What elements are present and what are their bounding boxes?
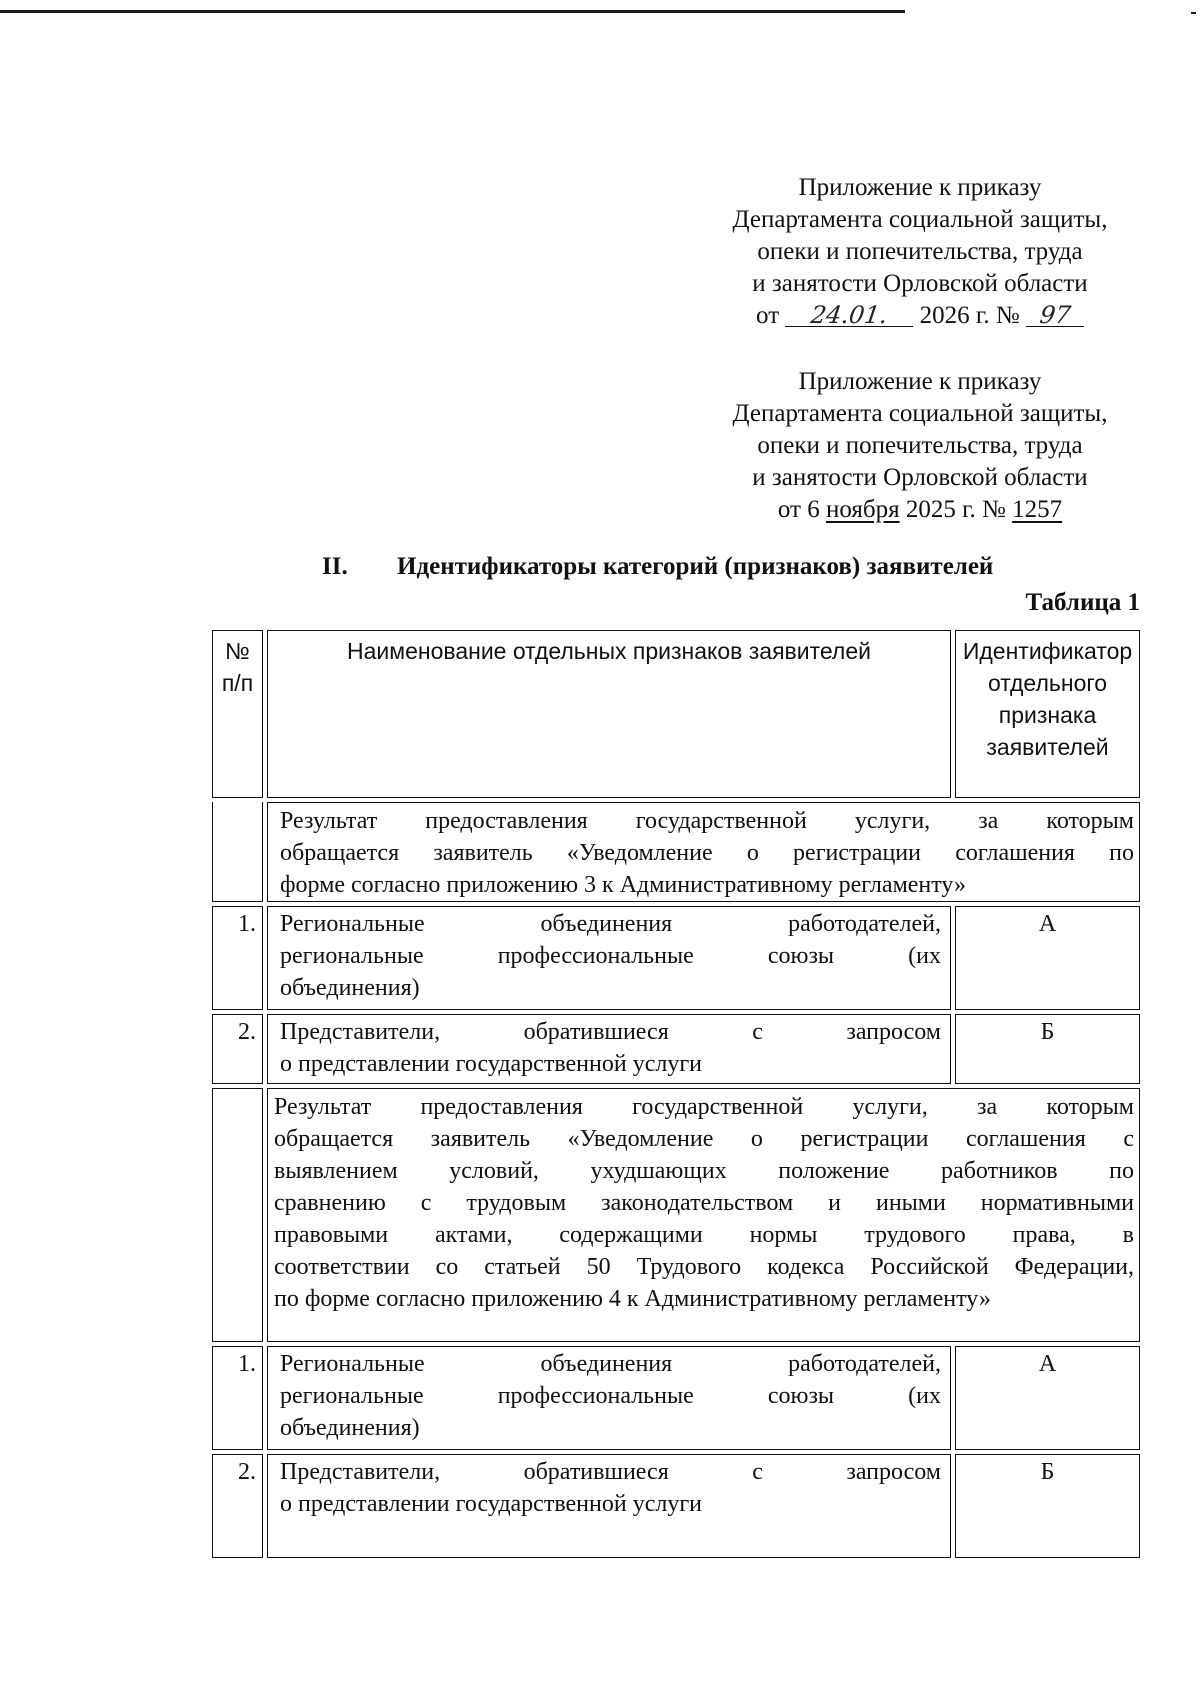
date-prefix: от xyxy=(756,302,780,329)
row-name xyxy=(280,1456,941,1520)
appendix-line: опеки и попечительства, труда xyxy=(757,238,1083,265)
row-num: 2. xyxy=(238,1459,256,1485)
result-line: выявлением условий, ухудшающих положение работников по xyxy=(274,1158,1134,1184)
appendix-previous xyxy=(700,366,1140,526)
handwritten-date-field xyxy=(785,300,913,327)
top-rule xyxy=(0,10,905,13)
table-caption: Таблица 1 xyxy=(1025,589,1140,616)
handwritten-number: 97 xyxy=(1037,301,1073,329)
row-name-line: объединения) xyxy=(280,1415,420,1441)
header-identifier-line: Идентификатор xyxy=(962,638,1133,664)
row-name-line: Представители, обратившиеся с запросом xyxy=(280,1019,941,1045)
row-name-line: о представлении государственной услуги xyxy=(280,1051,703,1077)
result-line: соответствии со статьей 50 Трудового кодекса Российской Федерации, xyxy=(274,1254,1134,1280)
appendix-line: и занятости Орловской области xyxy=(752,270,1088,297)
appendix-line: Департамента социальной защиты, xyxy=(732,206,1108,233)
appendix-line: опеки и попечительства, труда xyxy=(757,432,1083,459)
year-text: 2025 г. № xyxy=(905,496,1006,523)
group-num-cell xyxy=(212,802,263,902)
result-line: форме согласно приложению 3 к Административному регламенту» xyxy=(280,872,967,898)
group-num-cell xyxy=(212,1088,263,1342)
appendix-line: и занятости Орловской области xyxy=(752,464,1088,491)
corner-mark xyxy=(1191,12,1196,14)
row-name-line: региональные профессиональные союзы (их xyxy=(280,1383,941,1409)
appendix-line: Департамента социальной защиты, xyxy=(732,400,1108,427)
row-name-line: региональные профессиональные союзы (их xyxy=(280,943,941,969)
row-name xyxy=(280,908,941,1004)
year-text: 2026 г. № xyxy=(919,302,1020,329)
header-identifier xyxy=(955,635,1140,763)
date-month: ноября xyxy=(825,496,900,523)
row-id: Б xyxy=(1040,1019,1055,1045)
result-line: сравнению с трудовым законодательством и иными нормативными xyxy=(274,1190,1134,1216)
section-number: II. xyxy=(322,553,348,580)
appendix-line: Приложение к приказу xyxy=(798,174,1042,201)
appendix-date-line xyxy=(700,300,1140,332)
date-prefix: от 6 xyxy=(777,496,820,523)
appendix-current xyxy=(700,172,1140,332)
result-line: правовыми актами, содержащими нормы трудового права, в xyxy=(274,1222,1134,1248)
row-id: А xyxy=(1038,1351,1057,1377)
order-number: 1257 xyxy=(1012,496,1063,523)
header-num xyxy=(212,635,263,699)
header-identifier-line: заявителей xyxy=(986,734,1109,760)
handwritten-date: 24.01. xyxy=(809,301,890,329)
row-name-line: Региональные объединения работодателей, xyxy=(280,911,941,937)
row-id: А xyxy=(1038,911,1057,937)
header-num-line: № xyxy=(225,638,250,664)
result-line: обращается заявитель «Уведомление о регистрации соглашения с xyxy=(274,1126,1134,1152)
row-name xyxy=(280,1348,941,1444)
result-line: обращается заявитель «Уведомление о регистрации соглашения по xyxy=(280,840,1134,866)
row-name xyxy=(280,1016,941,1080)
row-name-line: о представлении государственной услуги xyxy=(280,1491,703,1517)
appendix-line: Приложение к приказу xyxy=(798,368,1042,395)
handwritten-number-field xyxy=(1026,300,1084,327)
header-identifier-line: отдельного xyxy=(987,670,1108,696)
result-line: Результат предоставления государственной услуги, за которым xyxy=(280,808,1134,834)
row-name-line: Представители, обратившиеся с запросом xyxy=(280,1459,941,1485)
header-identifier-line: признака xyxy=(998,702,1097,728)
row-name-line: объединения) xyxy=(280,975,420,1001)
header-name: Наименование отдельных признаков заявителей xyxy=(347,638,871,664)
header-num-line: п/п xyxy=(221,670,254,696)
section-heading xyxy=(322,553,993,581)
row-id: Б xyxy=(1040,1459,1055,1485)
row-num: 1. xyxy=(238,1351,256,1377)
row-name-line: Региональные объединения работодателей, xyxy=(280,1351,941,1377)
group-1-result xyxy=(280,805,1134,901)
appendix-date-line xyxy=(700,494,1140,526)
section-title: Идентификаторы категорий (признаков) заявителей xyxy=(397,553,994,580)
group-2-result xyxy=(274,1091,1134,1315)
result-line: по форме согласно приложению 4 к Административному регламенту» xyxy=(274,1286,991,1312)
row-num: 1. xyxy=(238,911,256,937)
row-num: 2. xyxy=(238,1019,256,1045)
result-line: Результат предоставления государственной услуги, за которым xyxy=(274,1094,1134,1120)
